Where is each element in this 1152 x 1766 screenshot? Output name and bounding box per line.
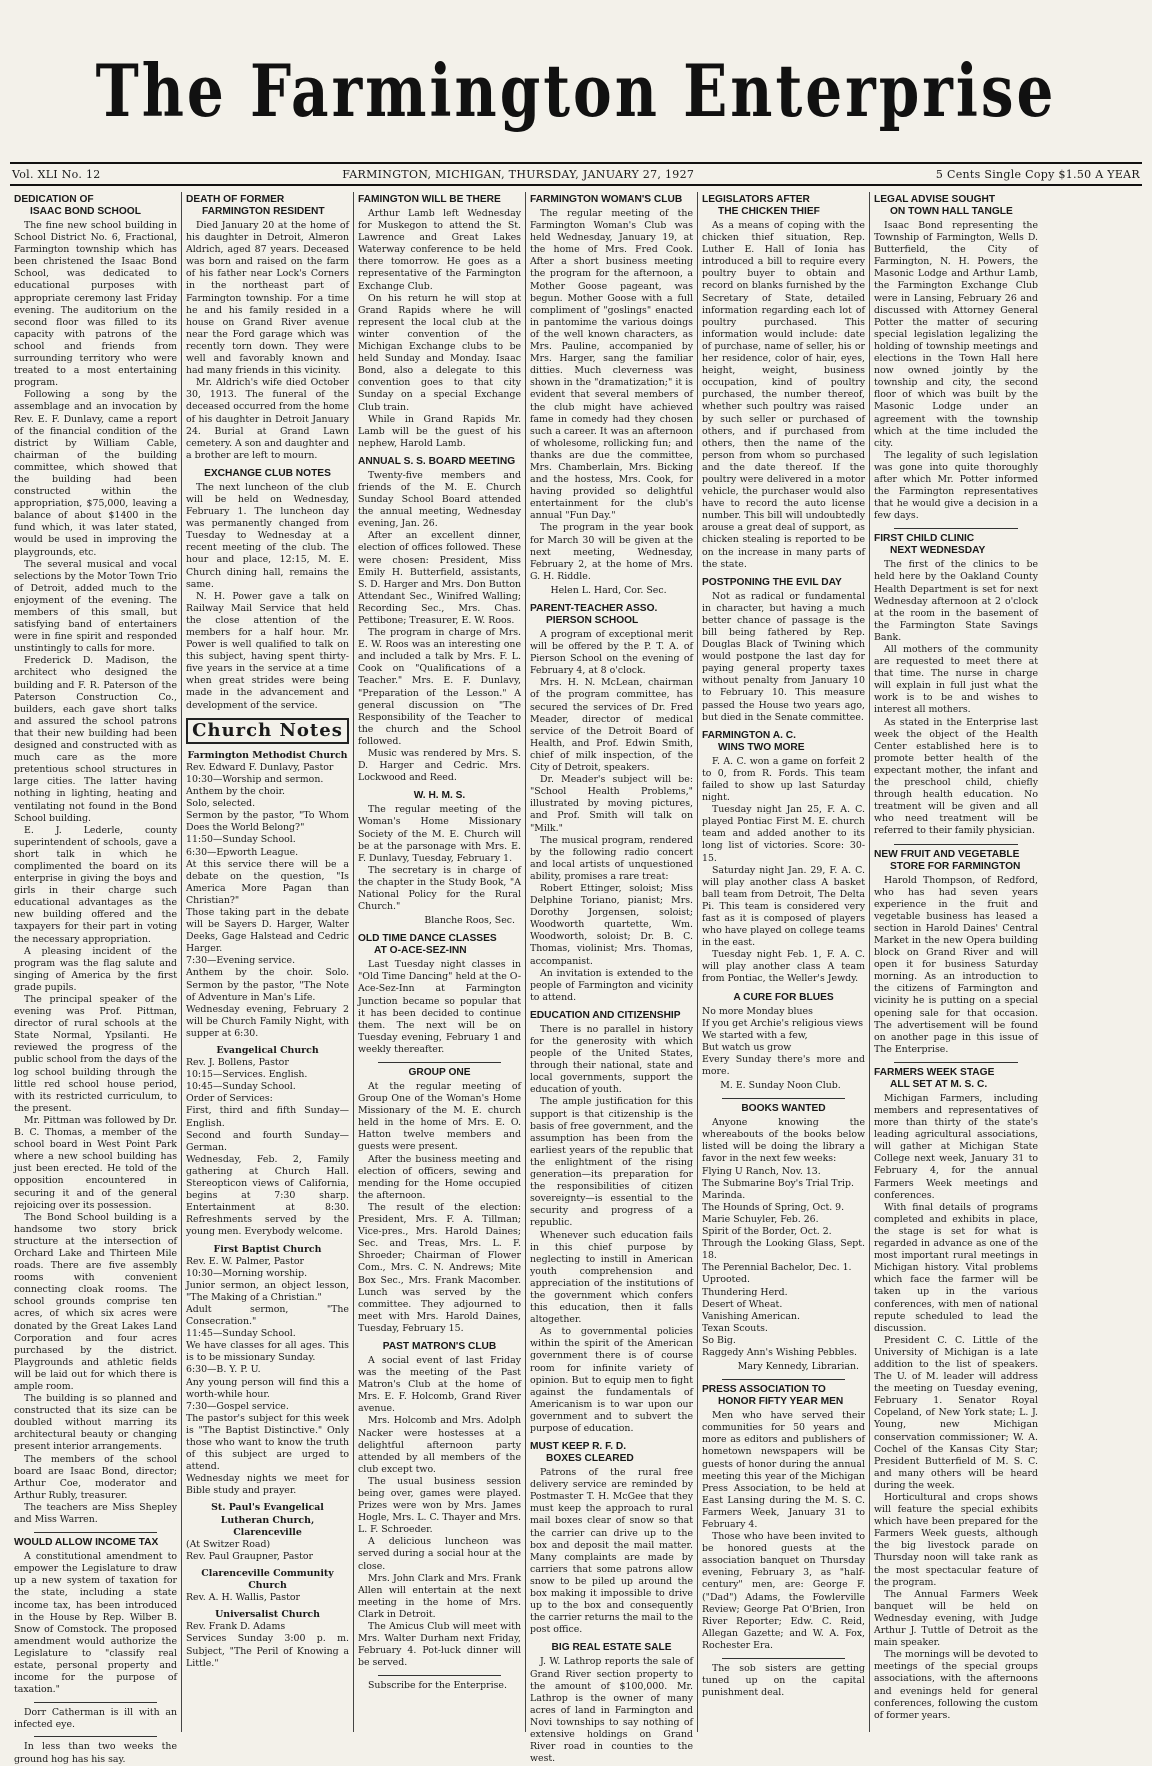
article — [358, 194, 521, 450]
church-name: St. Paul's Evangelical Lutheran Church, Clarenceville — [211, 1502, 324, 1538]
paragraph: As stated in the Enterprise last week the object of the Health Center established here is to promote better health of the expectant mother, the infant and the preschool child, chiefly through health education. No treatment will be given and all who need treatment will be referred to their family physician. — [874, 716, 1038, 837]
article — [874, 1067, 1038, 1722]
list-line: First, third and fifth Sunday—English. — [186, 1105, 349, 1129]
paragraph: Arthur Lamb left Wednesday for Muskegon to attend the St. Lawrence and Great Lakes Waterway conference to be held there tomorrow. He goes as a representative of the Farmington Exchange Club. — [358, 208, 521, 292]
list-line: 10:15—Services. English. — [186, 1069, 308, 1081]
article — [530, 1441, 693, 1636]
paragraph: President C. C. Little of the University of Michigan is a late addition to the list of speakers. The U. of M. leader will address the meeting on Tuesday evening, February 1. Senator Royal Copeland, of New York state; L. J. Young, new Michigan conservation commissioner; W. A. Cochel of the Kansas City Star; President Butterfield of M. S. C. and many others will be heard during the week. — [874, 1334, 1038, 1491]
paragraph: The Amicus Club will meet with Mrs. Walter Durham next Friday, February 4. Pot-luck dinner will be served. — [358, 1621, 521, 1669]
paragraph: Robert Ettinger, soloist; Miss Delphine Toriano, pianist; Mrs. Dorothy Jorgensen, soloist; Woodworth quartette, Wm. Woodworth, soloist; Dr. B. C. Thomas, violinist; Mrs. Thomas, accompanist. — [530, 882, 693, 967]
paragraph: While in Grand Rapids Mr. Lamb will be the guest of his nephew, Harold Lamb. — [358, 413, 521, 449]
list-line: Solo, selected. — [186, 798, 256, 810]
paragraph: Men who have served their communities for 50 years and more as editors and publishers of hometown newspapers will be guests of honor during the annual meeting this year of the Michigan Press Association, to be held at East Lansing during the M. S. C. Farmers Week, January 31 to February 4. — [702, 1410, 865, 1530]
divider — [894, 1062, 1018, 1063]
masthead — [10, 0, 1142, 134]
list-line: 11:50—Sunday School. — [186, 834, 296, 846]
headline: FARMERS WEEK STAGE ALL SET AT M. S. C. — [874, 1066, 995, 1090]
church-services — [186, 1621, 349, 1669]
church-name: Farmington Methodist Church — [187, 749, 348, 761]
paragraph: At the regular meeting of Group One of the Woman's Home Missionary of the M. E. church held in the home of Mrs. E. O. Hatton twelve members and guests were present. — [358, 1081, 521, 1153]
headline: W. H. M. S. — [413, 790, 466, 802]
article — [358, 456, 521, 784]
headline: OLD TIME DANCE CLASSES AT O-ACE-SEZ-INN — [358, 933, 497, 957]
list-line: Every Sunday there's more and more. — [702, 1053, 865, 1077]
headline: DEATH OF FORMER FARMINGTON RESIDENT — [186, 194, 325, 217]
article — [702, 1103, 865, 1373]
paragraph: A delicious luncheon was served during a social hour at the close. — [358, 1536, 521, 1572]
paragraph: The principal speaker of the evening was Prof. Pittman, director of rural schools at the State Normal, Ypsilanti. He reviewed the progress of the public school from the days of the log school building through the little red school house period, with its restricted curriculum, to the present. — [14, 994, 177, 1114]
church-services — [186, 762, 349, 1040]
headline: EXCHANGE CLUB NOTES — [204, 467, 331, 479]
paragraph: The legality of such legislation was gone into quite thoroughly after which Mr. Potter informed the Farmington representatives that he would give a decision in a few days. — [874, 449, 1038, 522]
list-line: 10:30—Worship and sermon. — [186, 773, 324, 785]
list-line: Through the Looking Glass, Sept. 18. — [702, 1238, 865, 1262]
paragraph: Died January 20 at the home of his daughter in Detroit, Almeron Aldrich, aged 87 years. Deceased was born and raised on the farm of his father near Lock's Corners in the northeast part of Farmington township. For a time he and his family resided in a house on Grand River avenue near the Ford garage which was recently torn down. They were well and favorably known and had many friends in this vicinity. — [186, 220, 349, 377]
poem — [702, 1006, 865, 1079]
list-line: No more Monday blues — [702, 1005, 813, 1017]
paragraph: A program of exceptional merit will be offered by the P. T. A. of Pierson School on the evening of February 4, at 8 o'clock. — [530, 629, 693, 677]
columns — [10, 192, 1142, 1765]
list-line: Adult sermon, "The Consecration." — [186, 1303, 349, 1328]
paragraph: The ample justification for this support is that citizenship is the basis of free government, and the assumption has been from the earliest years of the republic that the enlightment of the rising generation—its preparation for the responsibilities of citizen sovereignty—is essential to the security and progress of a republic. — [530, 1096, 693, 1229]
headline: FARMINGTON A. C. WINS TWO MORE — [702, 729, 805, 753]
article — [14, 194, 177, 1526]
list-line: Anthem by the choir. Solo. Sermon by the pastor, "The Note of Adventure in Man's Life. — [186, 967, 349, 1003]
paragraph: A constitutional amendment to empower the Legislature to draw up a new system of taxation for the state, including a state income tax, has been introduced in the House by Rep. Wilber B. Snow of Comstock. The proposed amendment would authorize the Legislature to "classify real estate, personal property and income for the purpose of taxation." — [14, 1551, 177, 1696]
paragraph: Mrs. Holcomb and Mrs. Adolph Nacker were hostesses at a delightful afternoon party attended by all members of the club except two. — [358, 1415, 521, 1475]
article — [702, 730, 865, 986]
dateline — [10, 162, 1142, 186]
list-line: Rev. A. H. Wallis, Pastor — [186, 1592, 300, 1604]
divider — [722, 1098, 845, 1099]
paragraph: Following a song by the assemblage and an invocation by Rev. E. F. Dunlavy, came a report of the financial condition of the district by William Cable, chairman of the building committee, which showed that the building had been constructed within the appropriation, $75,000, leaving a balance of about $1400 in the fund which, it was later stated, would be used in improving the playgrounds, etc. — [14, 389, 177, 558]
paragraph: Not as radical or fundamental in character, but having a much better chance of passage is the bill being fathered by Rep. Douglas Black of Twining which would postpone the last day for paying general property taxes without penalty from January 10 to February 10. This measure passed the House two years ago, but died in the Senate committee. — [702, 590, 865, 723]
paragraph: N. H. Power gave a talk on Railway Mail Service that held the close attention of the members for a half hour. Mr. Power is well qualified to talk on this subject, having spent thirty-five years in the service at a time when great strides were being made in the advancement and development of the service. — [186, 590, 349, 711]
list-line: Texan Scouts. — [702, 1322, 768, 1334]
headline: PARENT-TEACHER ASSO. PIERSON SCHOOL — [530, 603, 658, 626]
headline: POSTPONING THE EVIL DAY — [702, 576, 842, 588]
church-name: Clarenceville Community Church — [201, 1567, 334, 1592]
paragraph: F. A. C. won a game on forfeit 2 to 0, from R. Fords. This team failed to show up last Saturday night. — [702, 755, 865, 804]
list-line: The pastor's subject for this week is "The Baptist Distinctive." Only those who want to know the truth of this subject are urged to attend. — [186, 1412, 349, 1473]
headline: PAST MATRON'S CLUB — [382, 1340, 497, 1352]
list-line: If you get Archie's religious views — [702, 1017, 864, 1029]
list-line: Junior sermon, an object lesson, "The Making of a Christian." — [186, 1279, 349, 1303]
paragraph: Anyone knowing the whereabouts of the books below listed will be doing the library a favor in the next few weeks: — [702, 1117, 865, 1165]
column-5 — [698, 192, 870, 1732]
list-line: We have classes for all ages. This is to be missionary Sunday. — [186, 1340, 349, 1364]
paragraph: On his return he will stop at Grand Rapids where he will represent the local club at the winter convention of the Michigan Exchange clubs to be held Sunday and Monday. Isaac Bond, also a delegate to this convention goes to that city Sunday on a special Exchange Club train. — [358, 292, 521, 413]
list-line: Sermon by the pastor, "To Whom Does the World Belong?" — [186, 810, 349, 834]
brief-item: In less than two weeks the ground hog has his say. — [14, 1741, 177, 1765]
paragraph: All mothers of the community are requested to meet there at that time. The nurse in charge will explain in full just what the work is to be and wishes to interest all mothers. — [874, 644, 1038, 716]
headline: FARMINGTON WOMAN'S CLUB — [530, 194, 683, 205]
article — [530, 1642, 693, 1765]
church-services — [186, 1256, 349, 1498]
newspaper-page — [10, 0, 1142, 1765]
list-line: Vanishing American. — [702, 1310, 800, 1322]
article — [702, 194, 865, 571]
list-line: Wednesday evening, February 2 will be Church Family Night, with supper at 6:30. — [186, 1003, 349, 1039]
list-line: 6:30—B. Y. P. U. — [186, 1364, 261, 1376]
article — [358, 1341, 521, 1669]
list-line: Rev. Paul Graupner, Pastor — [186, 1550, 314, 1562]
signature: M. E. Sunday Noon Club. — [720, 1080, 841, 1092]
paragraph: Mrs. H. N. McLean, chairman of the program committee, has secured the services of Dr. Fred Meader, director of medical service of the Detroit Board of Health, and Prof. Edwin Smith, chief of milk inspection, of the City of Detroit, speakers. — [530, 677, 693, 774]
article — [702, 992, 865, 1093]
list-line: But watch us grow — [702, 1041, 792, 1053]
paragraph: The fine new school building in School District No. 6, Fractional, Farmington township which has been christened the Isaac Bond School, was dedicated to educational purposes with appropriate ceremony last Friday evening. The auditorium on the second floor was filled to its capacity with patrons of the school and friends from surrounding territory who were treated to a most entertaining program. — [14, 220, 177, 389]
headline: A CURE FOR BLUES — [733, 991, 834, 1003]
paragraph: Whenever such education fails in this chief purpose by neglecting to instill in American youth comprehension and appreciation of the institutions of the government which confers this education, then it falls altogether. — [530, 1229, 693, 1326]
column-4 — [526, 192, 698, 1765]
list-line: Rev. Edward F. Dunlavy, Pastor — [186, 761, 334, 773]
signature: Blanche Roos, Sec. — [424, 915, 515, 927]
brief-item: The sob sisters are getting tuned up on the capital punishment deal. — [702, 1663, 865, 1699]
paragraph: The members of the school board are Isaac Bond, director; Arthur Coe, moderator and Arthur Rubly, treasurer. — [14, 1453, 177, 1501]
column-6 — [870, 192, 1042, 1732]
paragraph: The result of the election: President, Mrs. F. A. Tillman; Vice-pres., Mrs. Harold Daines; Sec. and Treas, Mrs. L. F. Shroeder; Chairman of Flower Com., Mrs. C. N. Andrews; Mite Box Sec., Mrs. Frank Macomber. Lunch was served by the committee. They adjourned to meet with Mrs. Harold Daines, Tuesday, February 15. — [358, 1201, 521, 1334]
church-notes-banner: Church Notes — [186, 718, 349, 744]
list-line: Anthem by the choir. — [186, 786, 286, 798]
price: 5 Cents Single Copy $1.50 A YEAR — [935, 167, 1140, 181]
paragraph: Mr. Pittman was followed by Dr. B. C. Thomas, a member of the school board in West Point Park where a new school building has just been erected. He told of the opposition encountered in securing it and of the general rejoicing over its possession. — [14, 1114, 177, 1211]
paragraph: There is no parallel in history for the generosity with which people of the United States, through their national, state and local governments, support the education of youth. — [530, 1023, 693, 1096]
list-line: Rev. Frank D. Adams — [186, 1621, 286, 1633]
place-date: FARMINGTON, MICHIGAN, THURSDAY, JANUARY 27, 1927 — [342, 167, 695, 181]
list-line: Second and fourth Sunday—German. — [186, 1129, 349, 1153]
paragraph: Dr. Meader's subject will be: "School Health Problems," illustrated by moving pictures, and Prof. Smith will talk on "Milk." — [530, 774, 693, 834]
volume-number: Vol. XLI No. 12 — [12, 167, 101, 181]
list-line: Thundering Herd. — [702, 1286, 788, 1298]
paragraph: As a means of coping with the chicken thief situation, Rep. Luther E. Hall of Ionia has introduced a bill to require every poultry buyer to obtain and record on blanks furnished by the Secretary of State, detailed information regarding each lot of poultry purchased. This information would include: date of purchase, name of seller, his or her residence, color of hair, eyes, height, weight, business occupation, kind of poultry purchased, the number thereof, whether such poultry was raised by such seller or purchased of others, and if purchased from others, then the name of the person from whom so purchased and the date thereof. If the poultry were delivered in a motor vehicle, the purchaser would also have to record the auto license number. This bill will undoubtedly arouse a great deal of support, as chicken stealing is reported to be on the increase in many parts of the state. — [702, 220, 865, 570]
church-name: Evangelical Church — [216, 1045, 319, 1056]
paragraph: The regular meeting of the Woman's Home Missionary Society of the M. E. Church will be at the parsonage with Mrs. E. F. Dunlavy, Tuesday, February 1. — [358, 804, 521, 864]
list-line: The Hounds of Spring, Oct. 9. — [702, 1201, 845, 1213]
paragraph: The teachers are Miss Shepley and Miss Warren. — [14, 1501, 177, 1526]
paragraph: Twenty-five members and friends of the M. E. Church Sunday School Board attended the annual meeting, Wednesday evening, Jan. 26. — [358, 469, 521, 530]
paragraph: A pleasing incident of the program was the flag salute and singing of America by the first grade pupils. — [14, 945, 177, 993]
article — [530, 603, 693, 1004]
article — [186, 468, 349, 712]
church-services — [186, 1539, 349, 1563]
paragraph: Music was rendered by Mrs. S. D. Harger and Cedric. Mrs. Lockwood and Reed. — [358, 748, 521, 784]
paragraph: The usual business session being over, games were played. Prizes were won by Mrs. James Hogle, Mrs. L. C. Thayer and Mrs. L. F. Schroeder. — [358, 1475, 521, 1536]
paragraph: Frederick D. Madison, the architect who designed the building and F. R. Paterson of the Paterson Construction Co., builders, each gave short talks and assured the school patrons that their new building had been designed and constructed with as much care as the more pretentious school structures in large cities. The latter having nothing in lighting, heating and ventilating not found in the Bond School building. — [14, 655, 177, 824]
list-line: Raggedy Ann's Wishing Pebbles. — [702, 1346, 858, 1358]
list-line: So Big. — [702, 1334, 736, 1346]
article — [358, 933, 521, 1056]
brief-item: Dorr Catherman is ill with an infected eye. — [14, 1707, 177, 1731]
paragraph: Mr. Aldrich's wife died October 30, 1913. The funeral of the deceased occurred from the home of his daughter in Detroit January 24. Burial at Grand Lawn cemetery. A son and daughter and a brother are left to mourn. — [186, 377, 349, 461]
brief-item: Subscribe for the Enterprise. — [368, 1680, 507, 1692]
list-line: Spirit of the Border, Oct. 2. — [702, 1226, 832, 1238]
list-line: 6:30—Epworth League. — [186, 846, 299, 858]
list-line: 7:30—Evening service. — [186, 955, 296, 967]
article — [530, 1010, 693, 1435]
paragraph: The secretary is in charge of the chapter in the Study Book, "A National Policy for the Rural Church." — [358, 864, 521, 913]
headline: LEGISLATORS AFTER THE CHICKEN THIEF — [702, 194, 820, 217]
headline: ANNUAL S. S. BOARD MEETING — [358, 455, 516, 467]
divider — [34, 1736, 157, 1737]
paragraph: After the business meeting and election of officers, sewing and mending for the Home occupied the afternoon. — [358, 1153, 521, 1201]
list-line: Desert of Wheat. — [702, 1298, 783, 1310]
column-3 — [354, 192, 526, 1732]
article — [358, 1067, 521, 1335]
article — [530, 194, 693, 597]
paragraph: J. W. Lathrop reports the sale of Grand River section property to the amount of $100,000. Mr. Lathrop is the owner of many acres of land in Farmington and Novi townships to say nothing of extensive holdings on Grand River road in counties to the west. — [530, 1656, 693, 1765]
headline: BIG REAL ESTATE SALE — [551, 1642, 672, 1654]
list-line: Wednesday, Feb. 2, Family gathering at Church Hall. Stereopticon views of California, begins at 7:30 sharp. Entertainment at 8:30. Refreshments served by the young men. Everybody welcome. — [186, 1153, 349, 1238]
list-line: 10:30—Morning worship. — [186, 1267, 308, 1279]
headline: NEW FRUIT AND VEGETABLE STORE FOR FARMINGTON — [874, 848, 1021, 872]
article — [874, 849, 1038, 1056]
headline: MUST KEEP R. F. D. BOXES CLEARED — [530, 1441, 634, 1465]
headline: WOULD ALLOW INCOME TAX — [14, 1537, 159, 1549]
headline: EDUCATION AND CITIZENSHIP — [530, 1009, 681, 1021]
list-line: Marie Schuyler, Feb. 26. — [702, 1213, 819, 1225]
paragraph: The several musical and vocal selections by the Motor Town Trio of Detroit, added much to the enjoyment of the evening. The members of this small, but satisfying band of entertainers were in fine spirit and responded unstintingly to calls for more. — [14, 558, 177, 655]
list-line: The Submarine Boy's Trial Trip. — [702, 1177, 855, 1189]
paragraph: Patrons of the rural free delivery service are reminded by Postmaster T. H. McGee that they must keep the approach to rural mail boxes clear of snow so that the carrier can drive up to the box and deposit the mail matter. Many complaints are made by carriers that some patrons allow snow to be piled up around the box making it impossible to drive up to the box and consequently the carrier returns the mail to the post office. — [530, 1467, 693, 1636]
paragraph: The musical program, rendered by the following radio concert and local artists of unquestioned ability, promises a rare treat: — [530, 834, 693, 882]
divider — [34, 1532, 157, 1533]
paragraph: Harold Thompson, of Redford, who has had seven years experience in the fruit and vegetable business has leased a section in Harold Daines' Central Market in the new Opera building block on Grand River and will open it for business Saturday morning. As an introduction to the citizens of Farmington and vicinity he is putting on a special opening sale for that occasion. The advertisement will be found on another page in this issue of The Enterprise. — [874, 874, 1038, 1055]
list-line: Marinda. — [702, 1189, 746, 1201]
article — [702, 1384, 865, 1652]
article — [702, 577, 865, 724]
paragraph: Mrs. John Clark and Mrs. Frank Allen will entertain at the next meeting in the home of Mrs. Clark in Detroit. — [358, 1572, 521, 1620]
list-line: We started with a few, — [702, 1029, 808, 1041]
list-line: Flying U Ranch, Nov. 13. — [702, 1165, 821, 1177]
headline: FIRST CHILD CLINIC NEXT WEDNESDAY — [874, 533, 986, 557]
divider — [722, 1658, 845, 1659]
paragraph: Isaac Bond representing the Township of Farmington, Wells D. Butterfield, the City of Farmington, N. H. Powers, the Masonic Lodge and Arthur Lamb, the Farmington Exchange Club were in Lansing, February 26 and discussed with Attorney General Potter the matter of securing special legislation legalizing the holding of township meetings and elections in the Town Hall here now owned jointly by the township and city, the second floor of which was built by the Masonic Lodge under an agreement with the township which at the time included the city. — [874, 220, 1038, 449]
church-services — [186, 1592, 349, 1604]
list-line: (At Switzer Road) — [186, 1538, 271, 1550]
signature: Helen L. Hard, Cor. Sec. — [550, 584, 667, 596]
list-line: Any young person will find this a worth-while hour. — [186, 1376, 349, 1400]
list-line: Services Sunday 3:00 p. m. Subject, "The Peril of Knowing a Little." — [186, 1633, 349, 1669]
article — [14, 1537, 177, 1696]
paragraph: The mornings will be devoted to meetings of the special groups associations, with the afternoons and evenings held for general conferences, following the custom of former years. — [874, 1649, 1038, 1721]
paragraph: After an excellent dinner, election of offices followed. These were chosen: President, Miss Emily H. Butterfield, assistants, S. D. Harger and Mrs. Don Button Attendant Sec., Winifred Walling; Recording Sec., Mrs. Chas. Pettibone; Treasurer, E. W. Roos. — [358, 530, 521, 626]
paragraph: The Annual Farmers Week banquet will be held on Wednesday evening, with Judge Arthur J. Tuttle of Detroit as the main speaker. — [874, 1588, 1038, 1649]
signature: Mary Kennedy, Librarian. — [737, 1361, 859, 1373]
paragraph: The regular meeting of the Farmington Woman's Club was held Wednesday, January 19, at the home of Mrs. Fred Cook. After a short business meeting the program for the afternoon, a Mother Goose pageant, was begun. Mother Goose with a full compliment of "goslings" enacted in pantomime the various doings of the well known characters, as Mrs. Pauline, accompanied by Mrs. Harger, sang the familiar ditties. Much cleverness was shown in the "dramatization;" it is evident that several members of the club might have achieved fame in comedy had they chosen such a career. It was an afternoon of wholesome, rollicking fun; and thanks are due the committee, Mrs. Chamberlain, Mrs. Bicking and the hostess, Mrs. Cook, for having provided so delightful entertainment for the club's annual "Fun Day." — [530, 208, 693, 522]
paragraph: The next luncheon of the club will be held on Wednesday, February 1. The luncheon day was permanently changed from Tuesday to Wednesday at a recent meeting of the club. The hour and place, 12:15, M. E. Church dining hall, remains the same. — [186, 481, 349, 590]
paragraph: As to governmental policies within the spirit of the American government there is of course room for infinite variety of opinion. But to equip men to fight against the fundamentals of Americanism is to war upon our government and to subvert the purpose of education. — [530, 1326, 693, 1434]
paragraph: The program in charge of Mrs. E. W. Roos was an interesting one and included a talk by Mrs. F. L. Cook on "Qualifications of a Teacher." Mrs. E. F. Dunlavy, "Preparation of the Lesson." A general discussion on "The Responsibility of the Teacher to the church and the School followed. — [358, 627, 521, 747]
list-line: 11:45—Sunday School. — [186, 1328, 296, 1340]
article — [874, 194, 1038, 522]
list-line: Uprooted. — [702, 1274, 750, 1286]
list-line: The Perennial Bachelor, Dec. 1. — [702, 1262, 852, 1274]
divider — [34, 1702, 157, 1703]
list-line: Rev. J. Bollens, Pastor — [186, 1057, 289, 1069]
headline: FAMINGTON WILL BE THERE — [358, 194, 501, 205]
paragraph: Tuesday night Feb. 1, F. A. C. will play another class A team from Pontiac, the Weller's Jewdy. — [702, 949, 865, 985]
list-line: At this service there will be a debate on the question, "Is America More Pagan than Christian?" — [186, 858, 349, 906]
column-2 — [182, 192, 354, 1732]
paragraph: The program in the year book for March 30 will be given at the next meeting, Wednesday, February 2, at the home of Mrs. G. H. Riddle. — [530, 522, 693, 582]
paragraph: The first of the clinics to be held here by the Oakland County Health Department is set for next Wednesday afternoon at 2 o'clock at the room in the basement of the Farmington State Savings Bank. — [874, 559, 1038, 643]
headline: DEDICATION OF ISAAC BOND SCHOOL — [14, 194, 141, 217]
paragraph: E. J. Lederle, county superintendent of schools, gave a short talk in which he complimented the board on its enterprise in giving the boys and girls in their charge such educational advantages as the new building offered and the taxpayers for their part in voting the necessary appropriation. — [14, 824, 177, 945]
paragraph: A social event of last Friday was the meeting of the Past Matron's Club at the home of Mrs. E. F. Holcomb, Grand River avenue. — [358, 1354, 521, 1415]
paragraph: Last Tuesday night classes in "Old Time Dancing" held at the O-Ace-Sez-Inn at Farmington Junction became so popular that it has been decided to continue them. The next will be on Tuesday evening, February 1 and weekly thereafter. — [358, 959, 521, 1055]
headline: GROUP ONE — [408, 1067, 471, 1078]
headline: PRESS ASSOCIATION TO HONOR FIFTY YEAR MEN — [702, 1384, 844, 1408]
paragraph: An invitation is extended to the people of Farmington and vicinity to attend. — [530, 967, 693, 1003]
list-line: 10:45—Sunday School. — [186, 1081, 296, 1093]
book-list — [702, 1166, 865, 1360]
list-line: Rev. E. W. Palmer, Pastor — [186, 1255, 305, 1267]
divider — [378, 1062, 501, 1063]
divider — [378, 1675, 501, 1676]
paragraph: Saturday night Jan. 29, F. A. C. will play another class A basket ball team from Detroit, The Delta Pi. This team is considered very fast as it is composed of players who have played on college teams in the east. — [702, 864, 865, 949]
paragraph: Michigan Farmers, including members and representatives of more than thirty of the state's leading agricultural associations, will gather at Michigan State College next week, January 31 to February 4, for the annual Farmers Week meetings and conferences. — [874, 1092, 1038, 1201]
church-name: First Baptist Church — [213, 1243, 322, 1255]
headline: LEGAL ADVISE SOUGHT ON TOWN HALL TANGLE — [874, 194, 1013, 217]
church-services — [186, 1057, 349, 1238]
paragraph: Those who have been invited to be honored guests at the association banquet on Thursday evening, February 3, as "half-century" men, are: George F. ("Dad") Adams, the Fowlerville Review; George Pat O'Brien, Iron River Reporter; Edw. C. Reid, Allegan Gazette; and W. A. Fox, Rochester Era. — [702, 1531, 865, 1651]
column-1 — [10, 192, 182, 1765]
article — [186, 194, 349, 462]
article — [358, 790, 521, 927]
church-name: Universalist Church — [215, 1609, 320, 1621]
article — [874, 533, 1038, 837]
divider — [722, 1379, 845, 1380]
list-line: Order of Services: — [186, 1093, 273, 1105]
paragraph: The Bond School building is a handsome two story brick structure at the intersection of Orchard Lake and Thirteen Mile roads. There are five assembly rooms with convenient connecting cloak rooms. The school grounds comprise ten acres, of which six acres were donated by the Great Lakes Land Corporation and four acres purchased by the district. Playgrounds and athletic fields will be laid out for which there is ample room. — [14, 1211, 177, 1392]
divider — [894, 844, 1018, 845]
paragraph: With final details of programs completed and exhibits in place, the stage is set for what is regarded in advance as one of the most important rural meetings in Michigan history. Vital problems which face the farmer will be taken up in the various conferences, with men of national repute scheduled to lead the discussion. — [874, 1201, 1038, 1334]
list-line: 7:30—Gospel service. — [186, 1400, 289, 1412]
divider — [894, 528, 1018, 529]
paragraph: Tuesday night Jan 25, F. A. C. played Pontiac First M. E. church team and added another to its long list of victories. Score: 30-15. — [702, 804, 865, 864]
paragraph: The building is so planned and constructed that its size can be doubled without marring its architectural beauty or changing present interior arrangements. — [14, 1393, 177, 1453]
paragraph: Horticultural and crops shows will feature the special exhibits which have been prepared for the Farmers Week guests, although the big livestock parade on Thursday noon will take rank as the most spectacular feature of the program. — [874, 1492, 1038, 1588]
list-line: Wednesday nights we meet for Bible study and prayer. — [186, 1473, 349, 1497]
headline: BOOKS WANTED — [741, 1103, 826, 1115]
newspaper-title: The Farmington Enterprise — [95, 48, 1057, 134]
list-line: Those taking part in the debate will be Sayers D. Harger, Walter Deeks, Gage Halstead and Cedric Harger. — [186, 906, 349, 955]
